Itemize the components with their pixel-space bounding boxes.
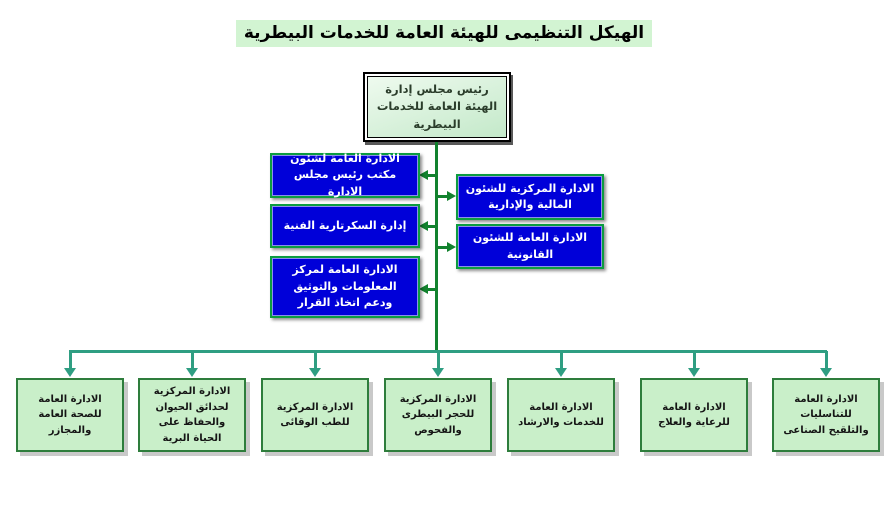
node-preventive-medicine [261, 378, 369, 452]
node-label: الادارة المركزية للطب الوقائى [276, 401, 354, 428]
node-public-health-slaughterhouses [16, 378, 124, 452]
node-label: الادارة العامة لشئون مكتب رئيس مجلس الادارة [290, 151, 400, 198]
node-technical-secretariat [270, 204, 420, 248]
node-label: الادارة العامة للخدمات والارشاد [518, 401, 604, 428]
connector-left-2 [428, 225, 438, 228]
node-chairman-office-affairs [270, 153, 420, 198]
node-information-center [270, 256, 420, 318]
node-financial-admin-affairs [456, 174, 604, 220]
node-legal-affairs [456, 224, 604, 269]
node-label: الادارة العامة للتناسليات والتلقيح الصناعى [783, 393, 869, 436]
arrowhead-left-3-icon [419, 284, 428, 294]
connector-left-3 [428, 288, 438, 291]
connector-left-1 [428, 174, 438, 177]
node-care-treatment [640, 378, 748, 452]
node-reproduction-artificial-insemination [772, 378, 880, 452]
arrowhead-down-4-icon [432, 368, 444, 377]
chart-title [0, 20, 888, 47]
arrowhead-down-3-icon [309, 368, 321, 377]
arrowhead-right-1-icon [447, 191, 456, 201]
connector-distribution-line [69, 350, 827, 353]
node-label: الادارة العامة للصحة العامة والمجازر [38, 393, 102, 436]
node-services-extension [507, 378, 615, 452]
chart-title-text: الهيكل التنظيمى للهيئة العامة للخدمات البيطرية [236, 20, 652, 47]
arrowhead-right-2-icon [447, 242, 456, 252]
connector-right-1 [438, 195, 447, 198]
arrowhead-down-1-icon [64, 368, 76, 377]
node-label: الادارة العامة للرعاية والعلاج [658, 401, 730, 428]
node-label: الادارة المركزية للحجر البيطرى والفحوص [399, 393, 477, 436]
node-label: الادارة المركزية لحدائق الحيوان والحفاظ على الحياة البرية [153, 386, 231, 444]
connector-right-2 [438, 246, 447, 249]
arrowhead-down-2-icon [186, 368, 198, 377]
arrowhead-left-2-icon [419, 221, 428, 231]
node-veterinary-quarantine [384, 378, 492, 452]
arrowhead-down-7-icon [820, 368, 832, 377]
node-chairman [363, 72, 511, 142]
node-label: الادارة العامة لمركز المعلومات والتوثيق ودعم اتخاذ القرار [292, 263, 398, 310]
node-label: إدارة السكرتارية الفنية [283, 218, 407, 232]
arrowhead-left-1-icon [419, 170, 428, 180]
node-label: الادارة العامة للشئون القانونية [472, 231, 588, 261]
arrowhead-down-5-icon [555, 368, 567, 377]
node-label: الادارة المركزية للشئون المالية والإدارية [465, 181, 595, 211]
arrowhead-down-6-icon [688, 368, 700, 377]
node-chairman-label: رئيس مجلس إدارة الهيئة العامة للخدمات البيطرية [376, 82, 498, 131]
node-zoos-wildlife [138, 378, 246, 452]
